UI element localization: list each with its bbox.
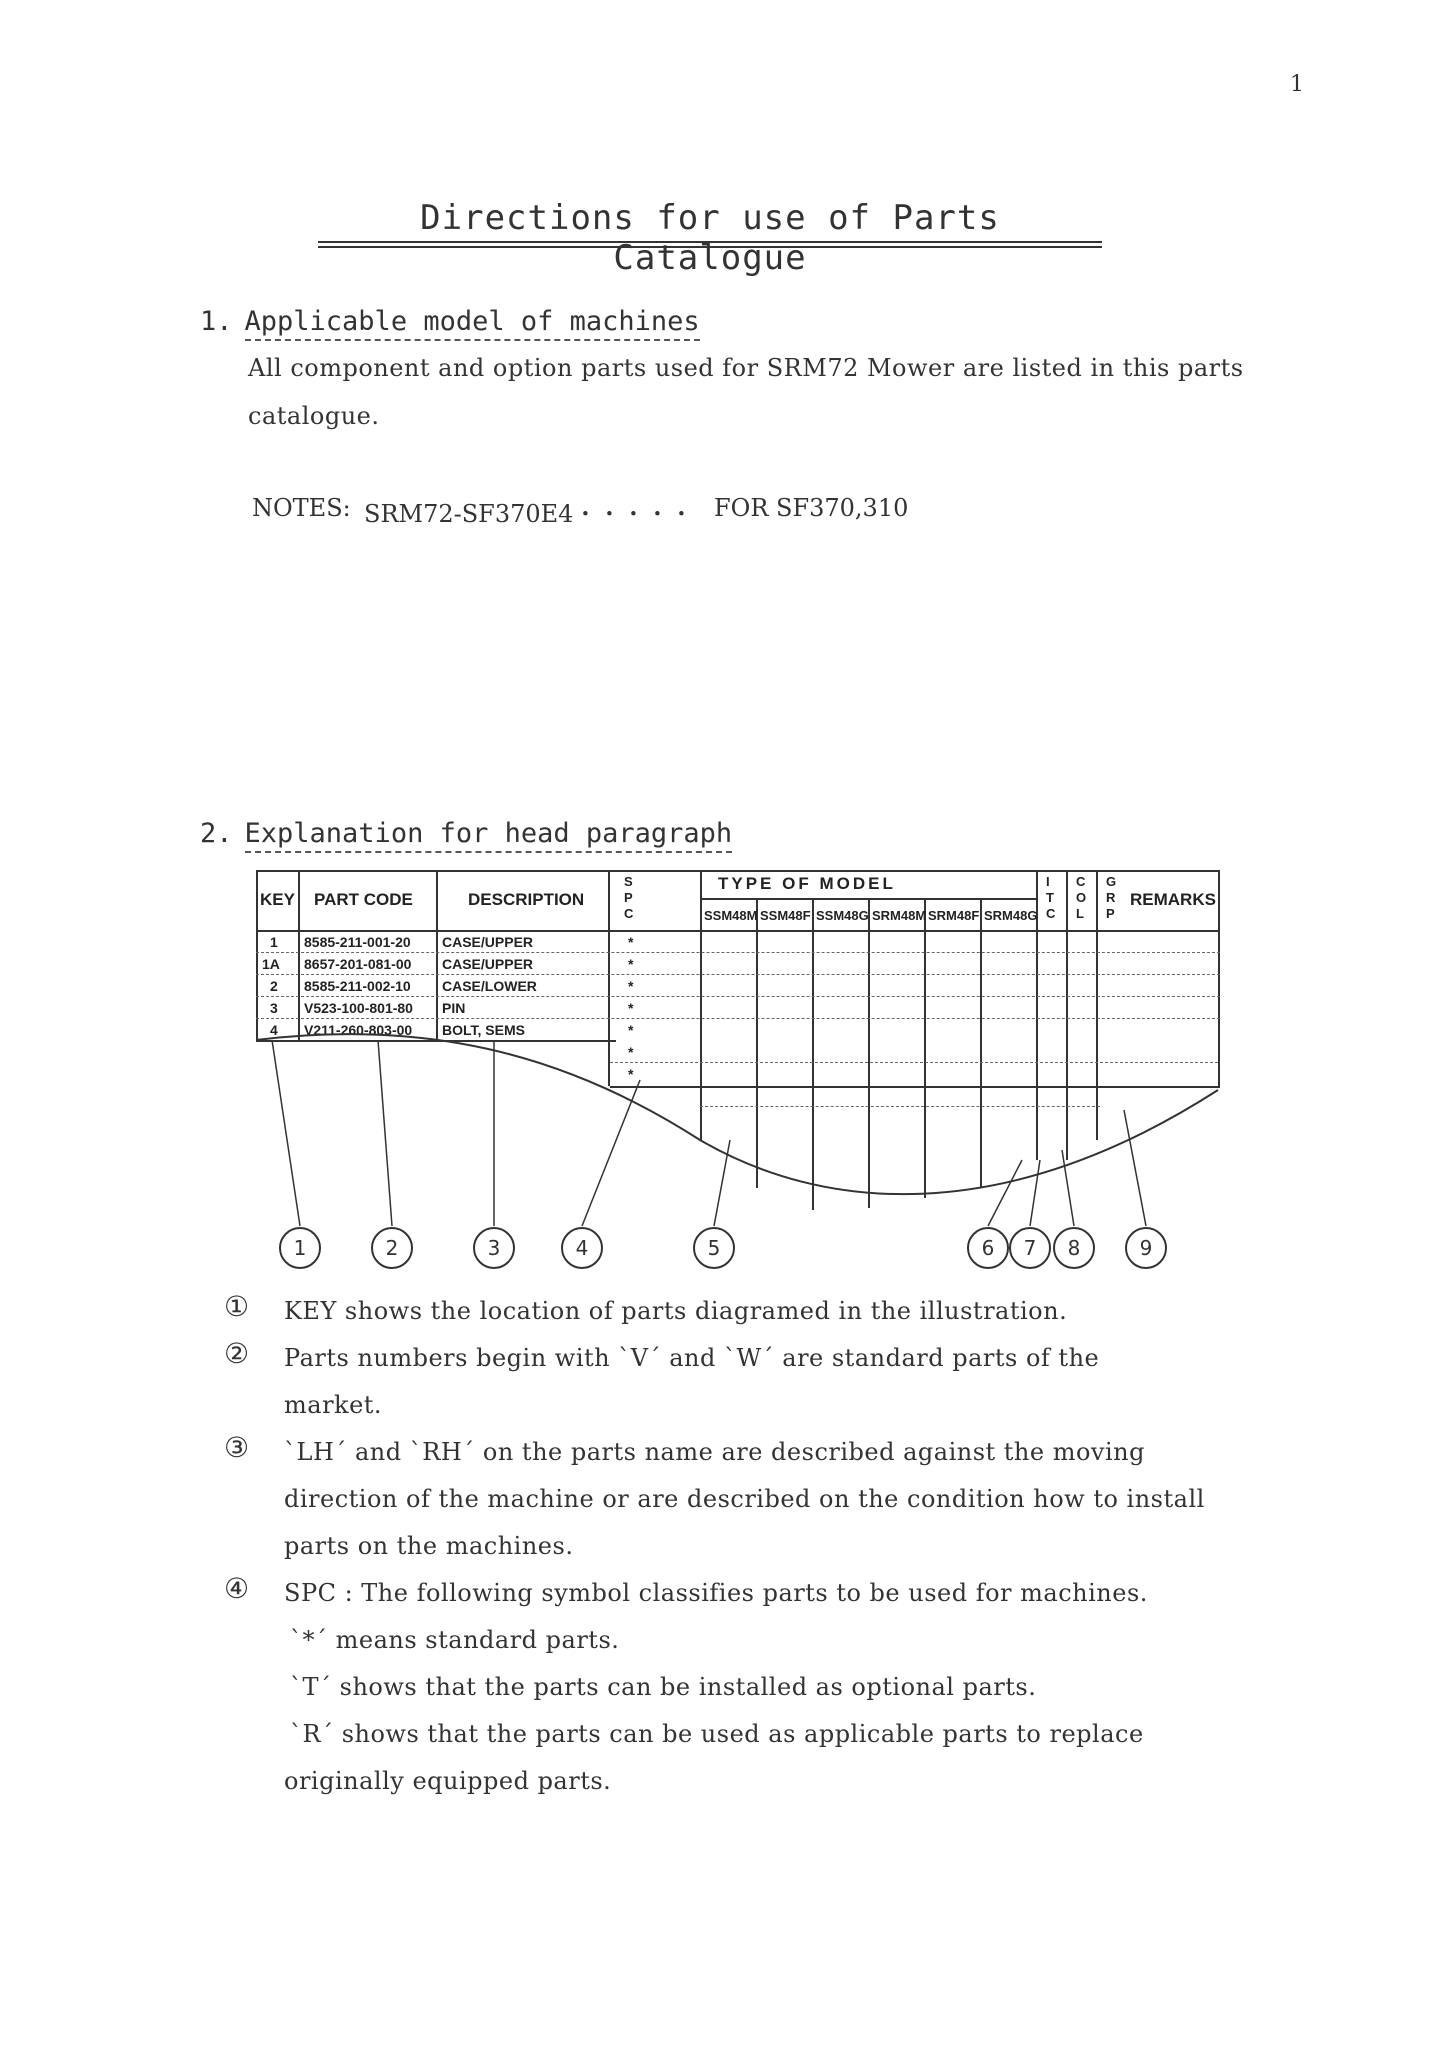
legend-2-line-1: Parts numbers begin with `V´ and `W´ are standard parts of the [284, 1344, 1100, 1372]
table-row-desc: CASE/LOWER [442, 978, 537, 994]
table-row-desc: CASE/UPPER [442, 956, 534, 972]
legend-marker-1: ① [224, 1290, 250, 1323]
header-itc-i: I [1046, 874, 1050, 889]
header-description: DESCRIPTION [468, 890, 585, 909]
table-row-key: 1A [262, 956, 280, 972]
legend-4-line-3: `T´ shows that the parts can be installed as optional parts. [290, 1673, 1037, 1701]
header-type-of-model: TYPE OF MODEL [718, 874, 896, 893]
callout-3: 3 [487, 1236, 501, 1260]
section-1-title: Applicable model of machines [245, 306, 700, 341]
table-row-desc: BOLT, SEMS [442, 1022, 525, 1038]
table-row-spc: * [628, 1000, 634, 1016]
legend-3-line-1: `LH´ and `RH´ on the parts name are described against the moving [284, 1438, 1145, 1466]
header-model-5: SRM48F [928, 908, 980, 923]
table-row-code: V523-100-801-80 [304, 1000, 413, 1016]
table-row-desc: PIN [442, 1000, 466, 1016]
header-spc-s: S [624, 874, 633, 889]
table-row-spc: * [628, 934, 634, 950]
notes-code: SRM72-SF370E4・・・・・ [364, 500, 694, 528]
callout-5: 5 [707, 1236, 721, 1260]
callout-2: 2 [385, 1236, 399, 1260]
header-grp-r: R [1106, 890, 1116, 905]
section-1-body-line-2: catalogue. [248, 402, 380, 430]
callout-9: 9 [1139, 1236, 1153, 1260]
table-row-spc-extra: * [628, 1066, 634, 1082]
table-row-code: 8585-211-001-20 [304, 934, 411, 950]
header-model-4: SRM48M [872, 908, 927, 923]
page-title: Directions for use of Parts Catalogue [420, 198, 1000, 278]
header-col-c: C [1076, 874, 1086, 889]
header-remarks: REMARKS [1130, 890, 1216, 909]
header-col-o: O [1076, 890, 1087, 905]
page-number: 1 [1290, 72, 1304, 97]
callout-8: 8 [1067, 1236, 1081, 1260]
callout-4: 4 [575, 1236, 589, 1260]
header-itc-t: T [1046, 890, 1054, 905]
table-row-code: 8585-211-002-10 [304, 978, 411, 994]
legend-marker-2: ② [224, 1337, 250, 1370]
table-row-code: 8657-201-081-00 [304, 956, 412, 972]
legend-4-line-4: `R´ shows that the parts can be used as applicable parts to replace [290, 1720, 1144, 1748]
callout-6: 6 [981, 1236, 995, 1260]
header-grp-p: P [1106, 906, 1115, 921]
header-model-2: SSM48F [760, 908, 811, 923]
table-row-key: 2 [270, 978, 278, 994]
table-row-spc-extra: * [628, 1044, 634, 1060]
header-key: KEY [260, 890, 295, 909]
legend-3-line-3: parts on the machines. [284, 1532, 574, 1560]
table-row-spc: * [628, 978, 634, 994]
section-1-body-line-1: All component and option parts used for SRM72 Mower are listed in this parts [248, 354, 1244, 382]
notes-for: FOR SF370,310 [714, 494, 909, 522]
header-col-l: L [1076, 906, 1084, 921]
legend-3-line-2: direction of the machine or are described on the condition how to install [284, 1485, 1205, 1513]
header-spc-c: C [624, 906, 634, 921]
table-row-key: 3 [270, 1000, 278, 1016]
legend-4-line-5: originally equipped parts. [284, 1767, 612, 1795]
section-2-title: Explanation for head paragraph [245, 818, 733, 853]
section-2-number: 2. [200, 818, 233, 849]
legend-4-line-1: SPC : The following symbol classifies parts to be used for machines. [284, 1579, 1148, 1607]
header-model-6: SRM48G [984, 908, 1038, 923]
legend-marker-3: ③ [224, 1431, 250, 1464]
legend-2-line-2: market. [284, 1391, 383, 1419]
table-row-code: V211-260-803-00 [304, 1022, 413, 1038]
header-model-3: SSM48G [816, 908, 869, 923]
header-grp-g: G [1106, 874, 1117, 889]
legend-1-line-1: KEY shows the location of parts diagramed in the illustration. [284, 1297, 1068, 1325]
header-part-code: PART CODE [314, 890, 413, 909]
table-row-key: 1 [270, 934, 278, 950]
header-spc-p: P [624, 890, 633, 905]
table-row-spc: * [628, 1022, 634, 1038]
table-row-desc: CASE/UPPER [442, 934, 534, 950]
table-row-key: 4 [270, 1022, 278, 1038]
header-model-1: SSM48M [704, 908, 758, 923]
legend-4-line-2: `*´ means standard parts. [290, 1626, 620, 1654]
callout-1: 1 [293, 1236, 307, 1260]
callout-7: 7 [1023, 1236, 1037, 1260]
legend-marker-4: ④ [224, 1572, 250, 1605]
notes-label: NOTES: [252, 494, 351, 522]
header-itc-c: C [1046, 906, 1056, 921]
table-row-spc: * [628, 956, 634, 972]
section-1-number: 1. [200, 306, 233, 337]
